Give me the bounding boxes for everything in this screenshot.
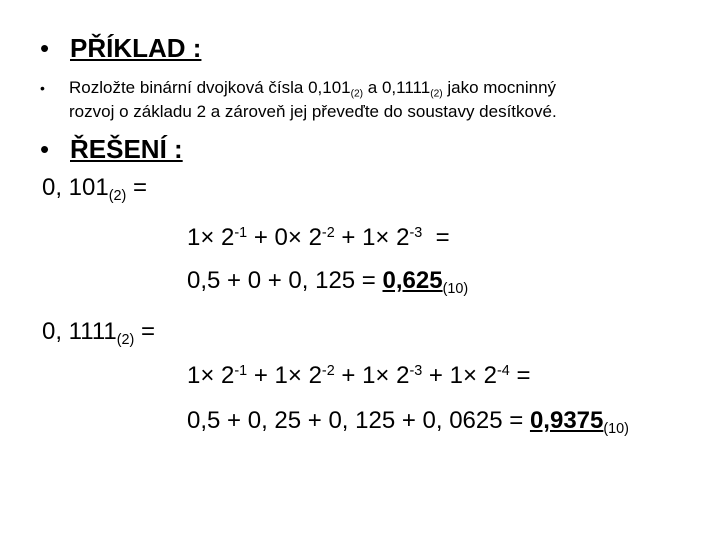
- example1-number: 0, $101_{(2)}$ =: [42, 174, 148, 205]
- example2-sum: 0,5 + 0, 25 + 0, 125 + 0, $0625 = 0,9375_{(10)}$: [187, 407, 629, 438]
- task-line-1: Rozložte binární dvojková čísla $0,101_{(2)}$ a $0,1111_{(2)}$ jako mocninný: [69, 78, 557, 100]
- bullet-icon: •: [40, 33, 50, 63]
- bullet-icon: •: [40, 134, 50, 164]
- example1-result: 0,625: [382, 267, 443, 294]
- heading-solution-text: ŘEŠENÍ :: [70, 134, 183, 164]
- heading-example-text: PŘÍKLAD :: [70, 33, 202, 63]
- bullet-icon: •: [40, 80, 45, 96]
- example2-expansion: $1\times 2^{-1} + 1\times 2^{-2} + 1\times 2^{-3} + 1\times 2^{-4}$ =: [187, 362, 531, 389]
- example1-expansion: $1\times 2^{-1} + 0\times 2^{-2} + 1\times 2^{-3}$ =: [187, 224, 450, 251]
- example2-result: 0,9375: [529, 407, 604, 434]
- heading-example: [40, 33, 201, 64]
- heading-solution: [40, 134, 183, 165]
- task-line-2: rozvoj o základu 2 a zároveň jej převeďte do soustavy desítkové.: [69, 102, 557, 121]
- example2-number: 0, $1111_{(2)}$ =: [42, 318, 156, 349]
- example1-sum: 0,5 + 0 + 0, $125 = 0,625_{(10)}$: [187, 267, 469, 298]
